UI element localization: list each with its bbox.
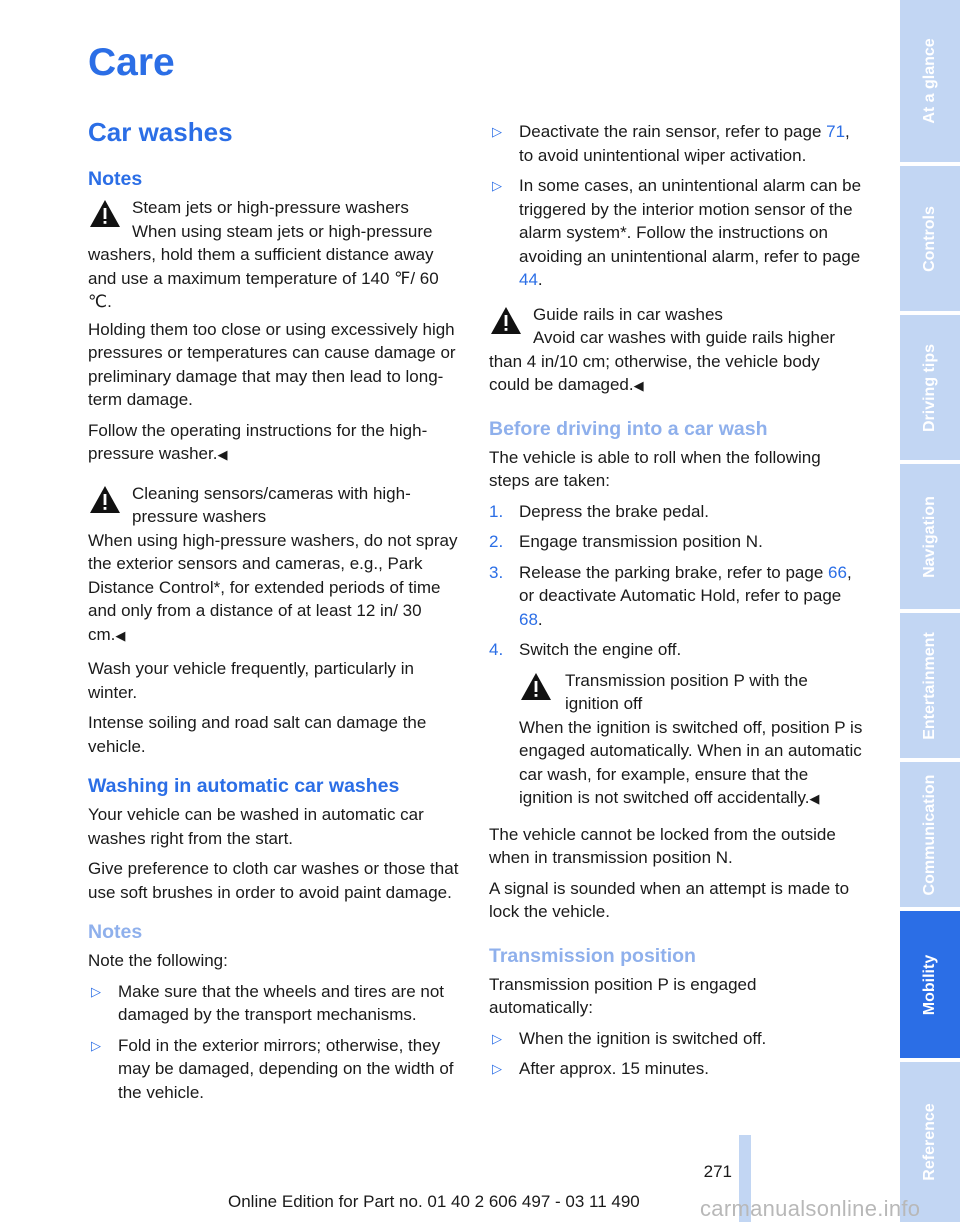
steps-list	[489, 500, 863, 662]
warning-first-line: Avoid car washes with guide rails higher	[533, 328, 836, 347]
end-mark: ◀	[633, 378, 644, 393]
footer-edition-text: Online Edition for Part no. 01 40 2 606 497 - 03 11 490	[228, 1192, 640, 1211]
tab-controls[interactable]: Controls	[900, 166, 960, 311]
warning-transmission-p	[519, 669, 863, 811]
page-link-66[interactable]: 66	[828, 562, 847, 582]
list-item: 1. Depress the brake pedal.	[489, 500, 863, 524]
paragraph: Give preference to cloth car washes or those that use soft brushes in order to avoid paint damage.	[88, 859, 459, 902]
warning-cleaning-sensors	[88, 482, 462, 648]
bullet-marker: ▷	[492, 1061, 502, 1076]
right-column	[489, 0, 863, 1088]
transmission-position-heading: Transmission position	[489, 944, 696, 967]
list-item: ▷ Deactivate the rain sensor, refer to page 71, to avoid unintentional wiper activation.	[492, 122, 850, 165]
paragraph: Your vehicle can be washed in automatic car washes right from the start.	[88, 805, 424, 848]
left-column	[88, 0, 462, 1111]
tab-reference[interactable]: Reference	[900, 1062, 960, 1222]
tab-at-a-glance[interactable]: At a glance	[900, 0, 960, 162]
warning-first-line: When using steam jets or high-pressure	[132, 221, 433, 241]
page-link-44[interactable]: 44	[519, 270, 538, 289]
tab-navigation[interactable]: Navigation	[900, 464, 960, 609]
paragraph: Wash your vehicle frequently, particularly in winter.	[88, 659, 414, 702]
bullet-marker: ▷	[91, 983, 101, 999]
before-car-wash-heading: Before driving into a car wash	[489, 417, 768, 440]
bullet-marker: ▷	[492, 124, 502, 139]
bullet-marker: ▷	[492, 1030, 502, 1046]
warning-triangle-icon	[88, 484, 122, 516]
list-item: ▷ Fold in the exterior mirrors; otherwise, they may be damaged, depending on the width of the vehicle.	[91, 1035, 454, 1102]
list-item: ▷ After approx. 15 minutes.	[489, 1057, 863, 1081]
paragraph: Follow the operating instructions for the high-pressure washer.◀	[88, 420, 428, 463]
paragraph: Holding them too close or using excessively high pressures or temperatures can cause damage or preliminary damage that may then lead to long-term damage.	[88, 319, 456, 409]
warning-title: Cleaning sensors/cameras with high-pressure washers	[132, 483, 411, 526]
end-mark: ◀	[809, 791, 820, 806]
step-number: 1.	[489, 501, 504, 521]
list-item: ▷ When the ignition is switched off.	[489, 1027, 863, 1051]
step-number: 4.	[489, 640, 504, 659]
precaution-list	[489, 120, 863, 292]
warning-text: When the ignition is switched off, position P is engaged automatically. When in an automatic car wash, for example, ensure that the ignition is not switched off accidentally.	[519, 717, 863, 807]
paragraph: The vehicle is able to roll when the following steps are taken:	[489, 447, 821, 490]
warning-text: When using high-pressure washers, do not spray the exterior sensors and cameras, e.g., Park Distance Control*, for extended periods of time and only from a distance of at least 12 in/ 30 cm.	[88, 530, 458, 644]
notes-list	[88, 980, 462, 1105]
list-item: 2. Engage transmission position N.	[489, 530, 863, 554]
paragraph: The vehicle cannot be locked from the outside when in transmission position N.	[489, 824, 836, 867]
section-title-car-washes: Car washes	[88, 117, 233, 147]
warning-title: Guide rails in car washes	[533, 304, 723, 324]
end-mark: ◀	[217, 447, 228, 462]
tab-entertainment[interactable]: Entertainment	[900, 613, 960, 758]
page-link-71[interactable]: 71	[826, 122, 846, 141]
step-number: 2.	[489, 532, 504, 551]
warning-triangle-icon	[88, 198, 122, 230]
list-item: ▷ Make sure that the wheels and tires are not damaged by the transport mechanisms.	[91, 981, 445, 1024]
warning-title: Steam jets or high-pressure washers	[132, 198, 409, 217]
end-mark: ◀	[115, 627, 126, 643]
warning-title: Transmission position P with the ignition off	[565, 670, 808, 713]
warning-text: washers, hold them a sufficient distance away and use a maximum temperature of 140 ℉/ 60 ℃.	[88, 245, 439, 311]
paragraph: A signal is sounded when an attempt is made to lock the vehicle.	[489, 878, 850, 921]
paragraph: Note the following:	[88, 951, 228, 970]
warning-triangle-icon	[489, 305, 523, 337]
chapter-title: Care	[88, 41, 175, 84]
paragraph: Intense soiling and road salt can damage the vehicle.	[88, 713, 427, 756]
tab-mobility[interactable]: Mobility	[900, 911, 960, 1058]
notes-heading-2: Notes	[88, 921, 143, 943]
warning-steam-jets	[88, 196, 462, 314]
transmission-list	[489, 1027, 863, 1081]
warning-text: than 4 in/10 cm; otherwise, the vehicle body could be damaged.	[489, 351, 820, 394]
page-number: 271	[703, 1162, 732, 1181]
automatic-washes-heading: Washing in automatic car washes	[88, 775, 400, 797]
notes-heading: Notes	[88, 168, 143, 190]
tab-driving-tips[interactable]: Driving tips	[900, 315, 960, 460]
tab-communication[interactable]: Communication	[900, 762, 960, 907]
watermark: carmanualsonline.info	[700, 1196, 921, 1221]
warning-triangle-icon	[519, 671, 553, 703]
list-item: 4. Switch the engine off.	[489, 638, 863, 662]
page-link-68[interactable]: 68	[519, 609, 538, 629]
paragraph: Transmission position P is engaged automatically:	[489, 974, 757, 1017]
warning-guide-rails	[489, 303, 863, 398]
bullet-marker: ▷	[492, 178, 502, 193]
chapter-tabs	[900, 0, 960, 1222]
list-item: ▷ In some cases, an unintentional alarm can be triggered by the interior motion sensor of the alarm system*. Follow the instructions on avoiding an unintentional alarm, refer to page 44.	[492, 176, 862, 289]
list-item: 3. Release the parking brake, refer to page 66, or deactivate Automatic Hold, refer to page 68.	[489, 562, 852, 629]
step-number: 3.	[489, 562, 504, 582]
bullet-marker: ▷	[91, 1037, 101, 1053]
